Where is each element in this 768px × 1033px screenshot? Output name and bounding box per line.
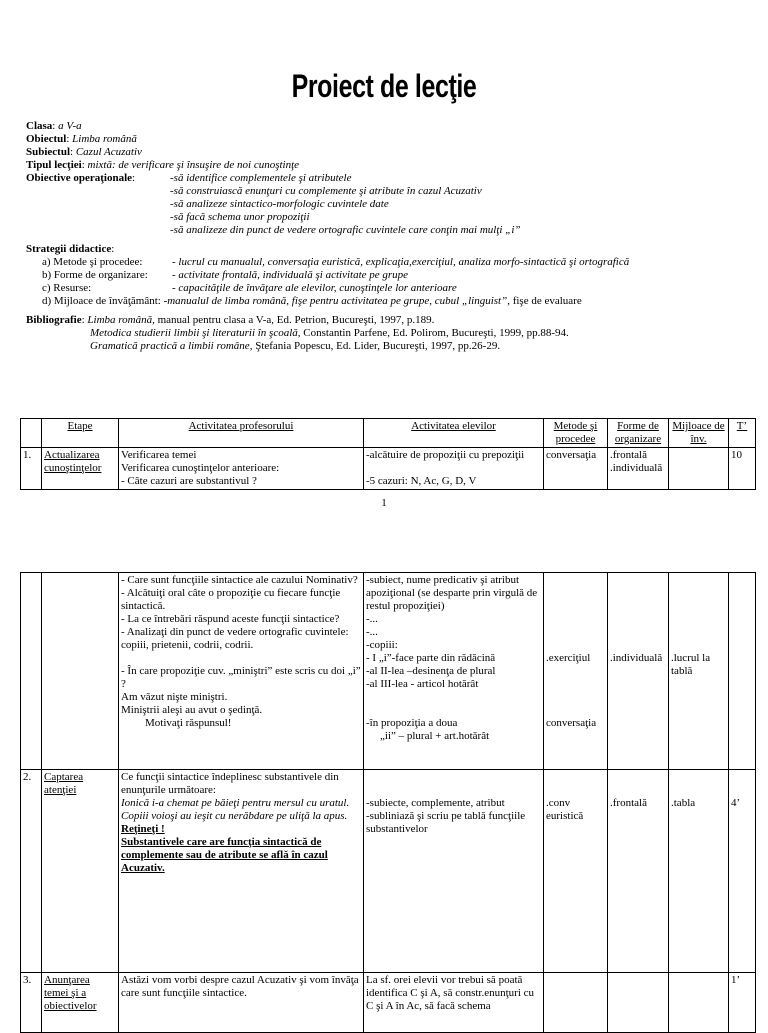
metode-cell: conversaţia xyxy=(544,448,608,490)
row-number: 3. xyxy=(21,973,42,1033)
table-header-row xyxy=(21,419,756,448)
strategie-row: b) Forme de organizare: - activitate frontală, individuală şi activitate pe grupe xyxy=(42,269,409,281)
tipul-line: Tipul lecţiei: mixtă: de verificare şi însuşire de noi cunoştinţe xyxy=(26,159,300,171)
etapa-cell: Anunţarea temei şi a obiectivelor xyxy=(42,973,119,1033)
timp-cell: 10 xyxy=(729,448,756,490)
table-row xyxy=(21,448,756,490)
elevi-cell: -subiecte, complemente, atribut -subliniază şi scriu pe tablă funcţiile substantivelor xyxy=(364,770,544,973)
profesor-cell: Astăzi vom vorbi despre cazul Acuzativ şi vom învăţa care sunt funcţiile sintactice. xyxy=(119,973,364,1033)
lesson-table-page2 xyxy=(20,572,756,1033)
obiectiv-item: -să analizeze sintactico-morfologic cuvintele date xyxy=(170,198,389,210)
col-header xyxy=(21,419,42,448)
profesor-cell: - Care sunt funcţiile sintactice ale cazului Nominativ? - Alcătuiţi oral câte o propoziţie cu fiecare funcţie sintactică. - La ce întrebări răspund aceste funcţii sintactice? - Analizaţi din punct de vedere ortografic cuvintele: copiii, prietenii, codrii, codrii. - În care propoziţie cuv. „miniştri” este scris cu doi „i” ? Am văzut nişte miniştri. Miniştrii aleşi au avut o şedinţă. Motivaţi răspunsul! xyxy=(119,573,364,770)
elevi-cell: La sf. orei elevii vor trebui să poată identifica C şi A, să constr.enunţuri cu C şi A în Ac, să facă schema xyxy=(364,973,544,1033)
mijloace-cell: .tabla xyxy=(669,770,729,973)
timp-cell: 4’ xyxy=(729,770,756,973)
table-row xyxy=(21,770,756,973)
elevi-cell: -alcătuire de propoziţii cu prepoziţii -5 cazuri: N, Ac, G, D, V xyxy=(364,448,544,490)
col-header-elevi: Activitatea elevilor xyxy=(364,419,544,448)
bibliografie: Bibliografie: Limba română, manual pentru clasa a V-a, Ed. Petrion, Bucureşti, 1997, p.189. xyxy=(26,314,435,326)
lesson-header xyxy=(26,120,746,353)
lesson-table-page1 xyxy=(20,418,756,490)
forme-cell: .frontală .individuală xyxy=(608,448,669,490)
obiectiv-item: -să construiască enunţuri cu complemente şi atribute în cazul Acuzativ xyxy=(170,185,482,197)
row-number: 1. xyxy=(21,448,42,490)
timp-cell: 1’ xyxy=(729,973,756,1033)
col-header-mijloace: Mijloace de înv. xyxy=(669,419,729,448)
strategie-row: c) Resurse: - capacităţile de învăţare ale elevilor, cunoştinţele lor anterioare xyxy=(42,282,457,294)
profesor-cell: Verificarea temei Verificarea cunoştinţelor anterioare: - Câte cazuri are substantivul ? xyxy=(119,448,364,490)
row-number: 2. xyxy=(21,770,42,973)
col-header-forme: Forme de organizare xyxy=(608,419,669,448)
obiectul-line: Obiectul: Limba română xyxy=(26,133,137,145)
metode-cell: .conv euristică xyxy=(544,770,608,973)
page-title: Proiect de lecţie xyxy=(291,68,477,104)
profesor-cell: Ce funcţii sintactice îndeplinesc substantivele din enunţurile următoare: Ionică i-a chemat pe băieţi pentru mersul cu uratul. Copiii voioşi au ieşit cu nerăbdare pe uliţă la apus. Reţineţi ! Substantivele care are funcţia sintactică de complemente sau de atribute se află în cazul Acuzativ. xyxy=(119,770,364,973)
metode-cell: .exerciţiul conversaţia xyxy=(544,573,608,770)
obiectiv-item: -să identifice complementele şi atributele xyxy=(170,172,352,184)
obiectiv-item: -să facă schema unor propoziţii xyxy=(170,211,310,223)
etapa-cell: Actualizarea cunoştinţelor xyxy=(42,448,119,490)
col-header-profesor: Activitatea profesorului xyxy=(119,419,364,448)
table-row xyxy=(21,573,756,770)
bibliografie-item: Gramatică practică a limbii române, Ştefania Popescu, Ed. Lider, Bucureşti, 1997, pp.26-29. xyxy=(90,340,501,352)
col-header-timp: T’ xyxy=(729,419,756,448)
forme-cell: .frontală xyxy=(608,770,669,973)
elevi-cell: -subiect, nume predicativ şi atribut apoziţional (se desparte prin virgulă de restul propoziţiei) -... -... -copiii: - I „i”-face parte din rădăcină -al II-lea –desinenţa de plural -al III-lea - articol hotărât -în propoziţia a doua „ii” – plural + art.hotărât xyxy=(364,573,544,770)
page-number: 1 xyxy=(381,497,387,509)
mijloace-cell: .lucrul la tablă xyxy=(669,573,729,770)
forme-cell: .individuală xyxy=(608,573,669,770)
col-header-etape: Etape xyxy=(42,419,119,448)
bibliografie-item: Metodica studierii limbii şi literaturii în şcoală, Constantin Parfene, Ed. Polirom, Bucureşti, 1999, pp.88-94. xyxy=(90,327,569,339)
obiectiv-item: -să analizeze din punct de vedere ortografic cuvintele care conţin mai mulţi „i” xyxy=(170,224,521,236)
strategii-label: Strategii didactice: xyxy=(26,243,115,255)
clasa-line: Clasa: a V-a xyxy=(26,120,82,132)
mijloace-cell xyxy=(669,448,729,490)
col-header-metode: Metode şi procedee xyxy=(544,419,608,448)
etapa-cell: Captarea atenţiei xyxy=(42,770,119,973)
obiective-label: Obiective operaţionale: xyxy=(26,172,136,184)
strategie-row: a) Metode şi procedee: - lucrul cu manualul, conversaţia euristică, explicaţia,exerciţiul, analiza morfo-sintactică şi ortografică xyxy=(42,256,630,268)
subiectul-line: Subiectul: Cazul Acuzativ xyxy=(26,146,142,158)
strategie-row: d) Mijloace de învăţământ: -manualul de limba română, fişe pentru activitatea pe grupe, cubul „linguist”, fişe de evaluare xyxy=(42,295,582,307)
